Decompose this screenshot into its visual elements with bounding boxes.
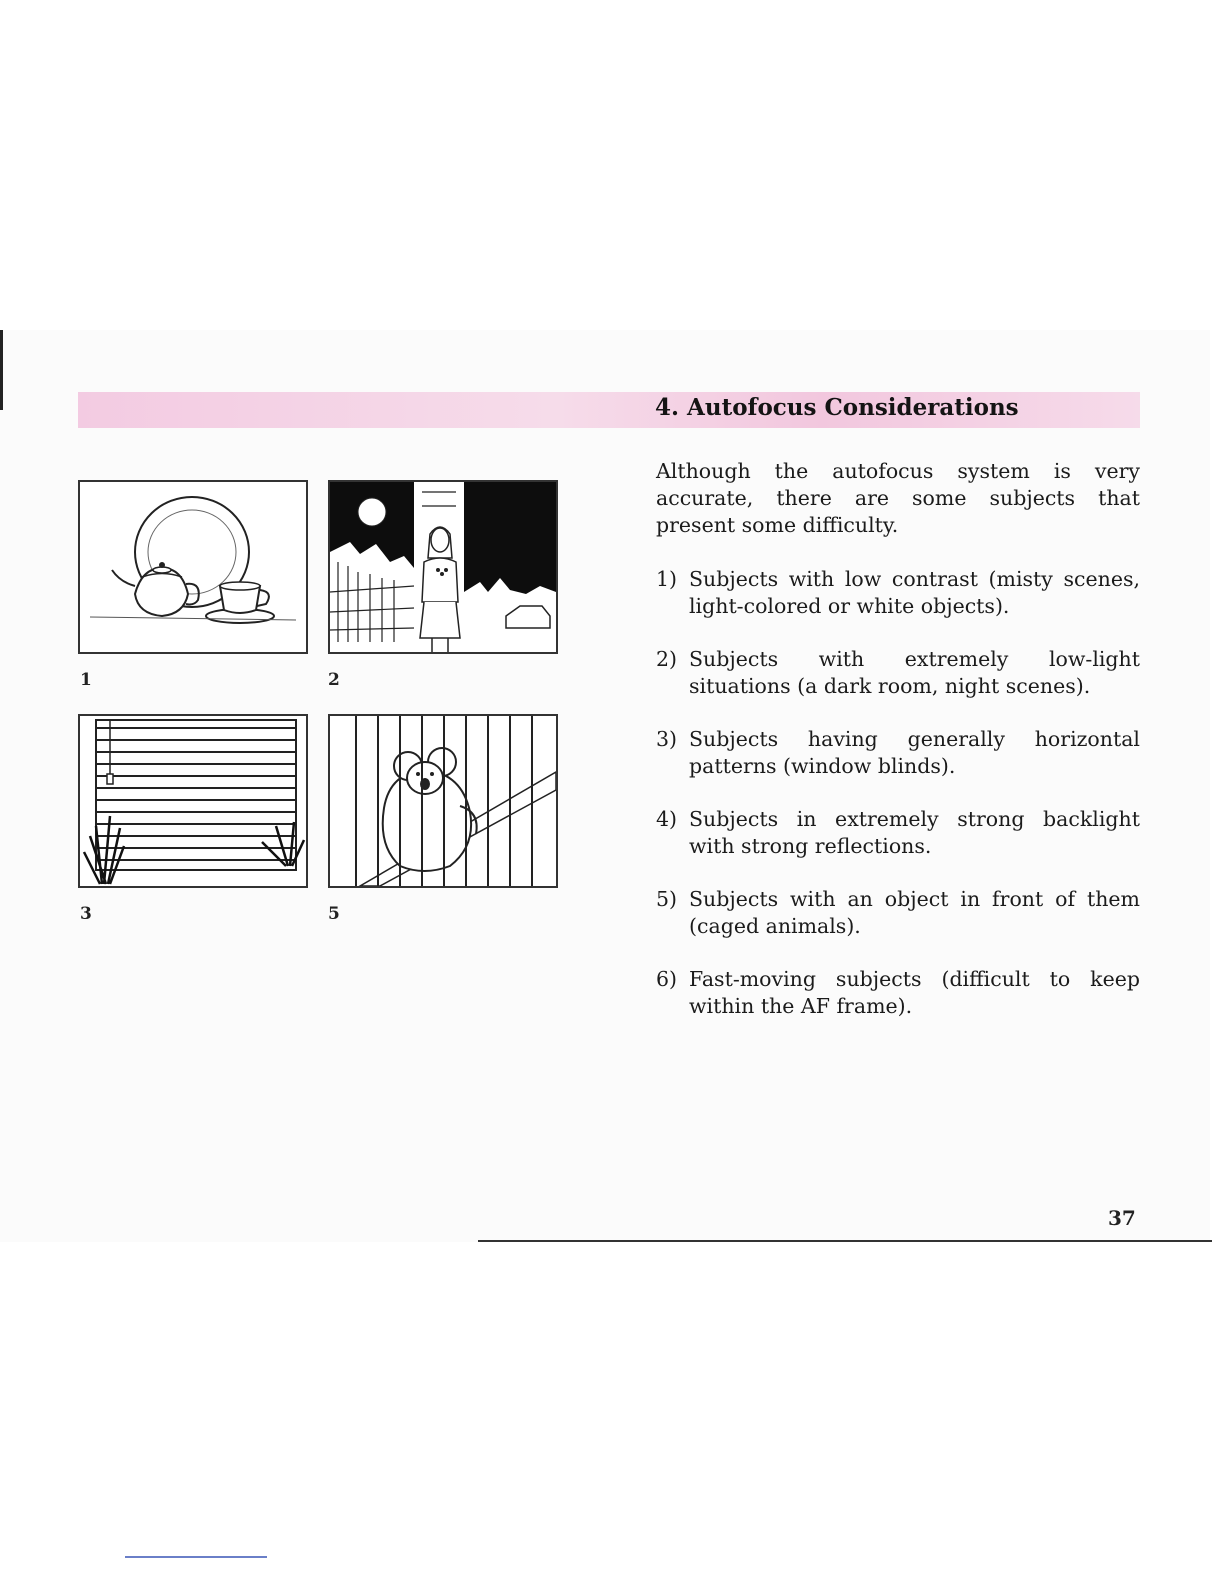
- scan-edge-mark: [0, 330, 3, 410]
- figure-2-number: 2: [328, 670, 340, 690]
- list-item-number: 3): [656, 727, 678, 751]
- bottom-rule: [478, 1240, 1212, 1242]
- section-title: 4. Autofocus Considerations: [655, 394, 1019, 421]
- list-item-number: 4): [656, 807, 678, 831]
- figure-3-illustration: [78, 714, 308, 888]
- list-item-1: [656, 566, 1140, 620]
- figure-1-illustration: [78, 480, 308, 654]
- list-item-6: [656, 966, 1140, 1020]
- figure-5-number: 5: [328, 904, 340, 924]
- list-item-text: Subjects with an object in front of them (caged animals).: [689, 887, 1140, 938]
- figure-5-illustration: [328, 714, 558, 888]
- figure-3-number: 3: [80, 904, 92, 924]
- page-number: 37: [1108, 1206, 1136, 1230]
- list-item-text: Subjects with low contrast (misty scenes, light-colored or white objects).: [689, 567, 1140, 618]
- stray-rule: [125, 1556, 267, 1558]
- list-item-number: 5): [656, 887, 678, 911]
- list-item-text: Subjects in extremely strong backlight with strong reflections.: [689, 807, 1140, 858]
- list-item-2: [656, 646, 1140, 700]
- list-item-3: [656, 726, 1140, 780]
- figure-2-illustration: [328, 480, 558, 654]
- list-item-5: [656, 886, 1140, 940]
- list-item-4: [656, 806, 1140, 860]
- list-item-number: 2): [656, 647, 678, 671]
- list-item-number: 6): [656, 967, 678, 991]
- list-item-text: Subjects having generally horizontal patterns (window blinds).: [689, 727, 1140, 778]
- list-item-text: Fast-moving subjects (difficult to keep within the AF frame).: [689, 967, 1140, 1018]
- list-item-text: Subjects with extremely low-light situations (a dark room, night scenes).: [689, 647, 1140, 698]
- figure-1-number: 1: [80, 670, 92, 690]
- list-item-number: 1): [656, 567, 678, 591]
- intro-paragraph: Although the autofocus system is very accurate, there are some subjects that present some difficulty.: [656, 459, 1140, 537]
